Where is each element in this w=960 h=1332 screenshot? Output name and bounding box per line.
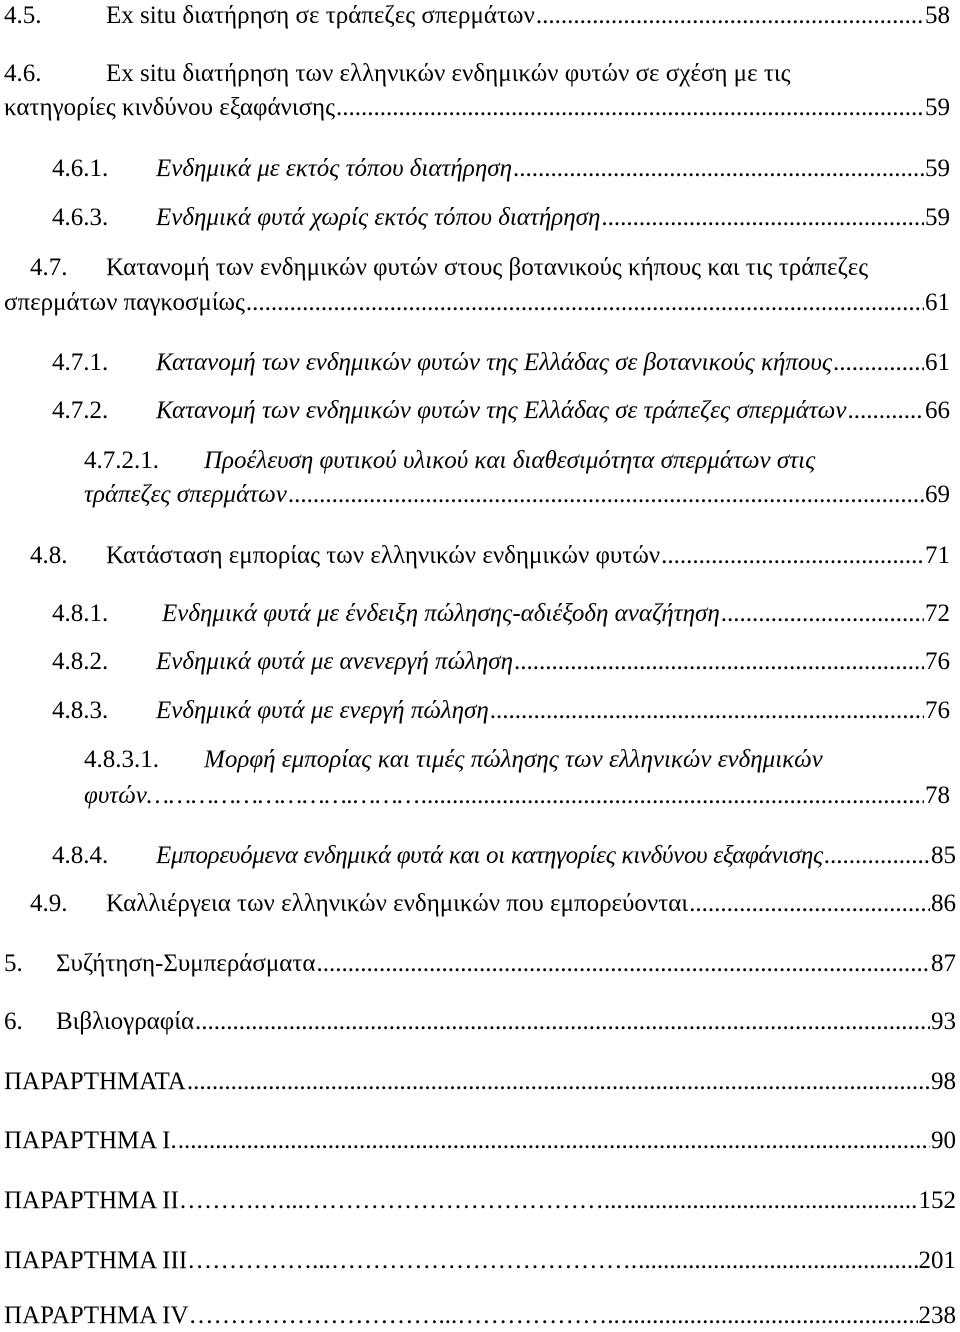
toc-title: Κατανομή των ενδημικών φυτών της Ελλάδας σε τράπεζες σπερμάτων <box>156 397 847 424</box>
toc-page: 152 <box>918 1187 956 1214</box>
leader-dots <box>847 395 924 427</box>
toc-title: Ενδημικά φυτά με ανενεργή πώληση <box>156 648 513 675</box>
leader-dots <box>601 202 924 234</box>
leader-dots <box>195 1006 930 1038</box>
toc-page: 66 <box>925 397 950 424</box>
toc-title: Ενδημικά φυτά χωρίς εκτός τόπου διατήρηση <box>156 204 601 231</box>
toc-entry-4-8-2[interactable] <box>52 646 950 678</box>
toc-page: 201 <box>918 1247 956 1274</box>
toc-page: 93 <box>931 1008 956 1035</box>
toc-page: 72 <box>925 600 950 627</box>
toc-entry-4-8-3-1-cont[interactable] <box>84 780 950 812</box>
toc-number: 4.6.3. <box>52 204 109 231</box>
toc-entry-4-6[interactable] <box>4 58 791 90</box>
toc-entry-4-8-1[interactable] <box>52 598 950 630</box>
toc-page: 86 <box>931 890 956 917</box>
toc-entry-appendix-3[interactable] <box>4 1245 956 1277</box>
toc-title: ΠΑΡΑΡΤΗΜΑΤΑ <box>4 1068 186 1095</box>
toc-entry-4-7-1[interactable] <box>52 347 950 379</box>
leader-dots <box>514 646 924 678</box>
leader-dots <box>336 92 924 124</box>
toc-number: 4.8. <box>30 542 68 569</box>
toc-number: 4.8.1. <box>52 600 109 627</box>
leader-dots <box>824 840 930 872</box>
leader-dots <box>178 1125 930 1157</box>
leader-dots <box>536 0 924 32</box>
toc-title: Κατανομή των ενδημικών φυτών της Ελλάδας σε βοτανικούς κήπους <box>156 349 833 376</box>
toc-title: ΠΑΡΑΡΤΗΜΑ ΙV…………………………...……………….. <box>4 1302 620 1329</box>
leader-dots <box>621 1300 918 1332</box>
toc-page: 98 <box>931 1068 956 1095</box>
toc-page: 59 <box>925 155 950 182</box>
toc-page: 59 <box>925 204 950 231</box>
toc-title: Ex situ διατήρηση σε τράπεζες σπερμάτων <box>106 2 535 29</box>
toc-page: 85 <box>931 842 956 869</box>
toc-entry-5[interactable] <box>4 948 956 980</box>
toc-number: 4.8.3. <box>52 697 109 724</box>
toc-title: Εμπορευόμενα ενδημικά φυτά και οι κατηγορίες κινδύνου εξαφάνισης <box>156 842 823 869</box>
toc-entry-4-9[interactable] <box>30 888 956 920</box>
toc-page: 69 <box>925 481 950 508</box>
toc-title: Κατανομή των ενδημικών φυτών στους βοτανικούς κήπους και τις τράπεζες <box>106 254 869 281</box>
toc-title: Ενδημικά φυτά με ένδειξη πώλησης-αδιέξοδη αναζήτηση <box>162 600 720 627</box>
toc-title: Ex situ διατήρηση των ελληνικών ενδημικών φυτών σε σχέση με τις <box>106 60 791 87</box>
toc-entry-appendix-4[interactable] <box>4 1300 956 1332</box>
leader-dots <box>490 695 924 727</box>
toc-title: ΠΑΡΑΡΤΗΜΑ Ι. <box>4 1127 177 1154</box>
toc-number: 4.7.1. <box>52 349 109 376</box>
toc-entry-4-7-2[interactable] <box>52 395 950 427</box>
toc-entry-4-8-4[interactable] <box>52 840 956 872</box>
toc-number: 4.7.2.1. <box>84 447 159 474</box>
toc-page: 59 <box>925 94 950 121</box>
toc-entry-appendices[interactable] <box>4 1066 956 1098</box>
leader-dots <box>513 153 924 185</box>
toc-title: Ενδημικά φυτά με ενεργή πώληση <box>156 697 489 724</box>
toc-title: Κατάσταση εμπορίας των ελληνικών ενδημικών φυτών <box>106 542 661 569</box>
toc-page: 76 <box>925 697 950 724</box>
toc-entry-4-8-3-1[interactable] <box>84 744 823 776</box>
leader-dots <box>317 948 930 980</box>
leader-dots <box>721 598 924 630</box>
toc-title: Μορφή εμπορίας και τιμές πώλησης των ελληνικών ενδημικών <box>204 746 823 773</box>
toc-title: φυτών……………………….……… <box>84 782 420 809</box>
toc-entry-4-7-2-1[interactable] <box>84 445 815 477</box>
leader-dots <box>689 888 930 920</box>
toc-title: σπερμάτων παγκοσμίως <box>4 289 245 316</box>
toc-number: 4.7.2. <box>52 397 109 424</box>
toc-page: 238 <box>918 1302 956 1329</box>
toc-title: Βιβλιογραφία <box>56 1008 195 1035</box>
toc-page: 61 <box>925 289 950 316</box>
toc-page: 78 <box>925 782 950 809</box>
toc-entry-appendix-1[interactable] <box>4 1125 956 1157</box>
toc-title: Ενδημικά με εκτός τόπου διατήρηση <box>156 155 512 182</box>
toc-number: 4.5. <box>4 2 42 29</box>
toc-number: 4.9. <box>30 890 68 917</box>
toc-page: 61 <box>925 349 950 376</box>
toc-title: τράπεζες σπερμάτων <box>84 481 287 508</box>
leader-dots <box>421 780 924 812</box>
toc-entry-4-5[interactable] <box>4 0 950 32</box>
toc-entry-4-7-cont[interactable] <box>4 287 950 319</box>
toc-number: 4.8.2. <box>52 648 109 675</box>
toc-number: 4.8.4. <box>52 842 109 869</box>
leader-dots <box>833 347 924 379</box>
toc-page: 76 <box>925 648 950 675</box>
toc-number: 4.8.3.1. <box>84 746 159 773</box>
toc-number: 4.7. <box>30 254 68 281</box>
toc-title: Προέλευση φυτικού υλικού και διαθεσιμότητα σπερμάτων στις <box>204 447 816 474</box>
toc-entry-4-6-3[interactable] <box>52 202 950 234</box>
toc-entry-4-8-3[interactable] <box>52 695 950 727</box>
toc-page: 71 <box>925 542 950 569</box>
toc-title: Συζήτηση-Συμπεράσματα <box>56 950 316 977</box>
toc-entry-4-7[interactable] <box>30 252 868 284</box>
leader-dots <box>624 1185 918 1217</box>
toc-number: 6. <box>4 1008 23 1035</box>
leader-dots <box>288 479 924 511</box>
toc-entry-6[interactable] <box>4 1006 956 1038</box>
toc-page: 58 <box>925 2 950 29</box>
toc-entry-4-6-1[interactable] <box>52 153 950 185</box>
toc-number: 4.6.1. <box>52 155 109 182</box>
toc-number: 4.6. <box>4 60 42 87</box>
leader-dots <box>661 540 924 572</box>
toc-entry-appendix-2[interactable] <box>4 1185 956 1217</box>
leader-dots <box>187 1066 930 1098</box>
toc-entry-4-8[interactable] <box>30 540 950 572</box>
toc-number: 5. <box>4 950 23 977</box>
toc-title: ΠΑΡΑΡΤΗΜΑ ΙΙΙ……………...………………………………. <box>4 1247 638 1274</box>
toc-entry-4-7-2-1-cont[interactable] <box>84 479 950 511</box>
toc-title: Καλλιέργεια των ελληνικών ενδημικών που εμπορεύονται <box>106 890 689 917</box>
toc-page: 87 <box>931 950 956 977</box>
leader-dots <box>638 1245 917 1277</box>
toc-title: ΠΑΡΑΡΤΗΜΑ ΙΙ……….…...………………………………... <box>4 1187 623 1214</box>
leader-dots <box>246 287 924 319</box>
toc-title: κατηγορίες κινδύνου εξαφάνισης <box>4 94 336 121</box>
toc-page: 90 <box>931 1127 956 1154</box>
toc-entry-4-6-cont[interactable] <box>4 92 950 124</box>
